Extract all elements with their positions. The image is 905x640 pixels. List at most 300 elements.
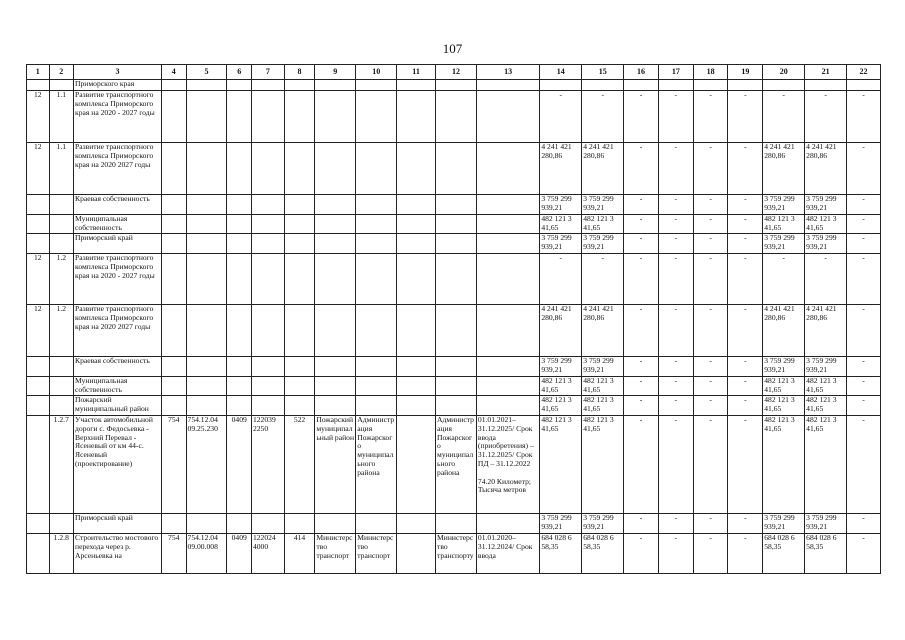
table-cell (161, 80, 186, 91)
table-cell: - (658, 416, 693, 514)
table-cell (397, 80, 436, 91)
column-header: 21 (805, 65, 847, 80)
table-cell (251, 514, 284, 534)
table-cell: Развитие транспортного комплекса Приморского края на 2020 - 2027 годы (74, 254, 162, 305)
table-cell (186, 234, 227, 254)
column-header: 9 (315, 65, 356, 80)
table-cell: Приморский край (74, 234, 162, 254)
table-cell: - (728, 357, 763, 377)
table-cell (27, 195, 50, 215)
table-cell: Пожарский муниципальный район (315, 416, 356, 514)
table-cell: 3 759 299 939,21 (763, 357, 805, 377)
table-cell (251, 305, 284, 357)
table-cell: - (847, 396, 881, 416)
table-cell (227, 234, 252, 254)
table-cell: - (693, 143, 728, 195)
table-row (27, 396, 881, 416)
table-cell: 482 121 3 41,65 (582, 396, 624, 416)
table-cell: - (658, 254, 693, 305)
table-cell: Муниципальная собственность (74, 377, 162, 396)
column-header: 19 (728, 65, 763, 80)
table-cell (251, 143, 284, 195)
table-cell: 482 121 3 41,65 (540, 377, 582, 396)
table-row (27, 514, 881, 534)
table-cell: 3 759 299 939,21 (805, 357, 847, 377)
table-cell: - (693, 91, 728, 143)
table-cell (186, 215, 227, 234)
table-cell: 482 121 3 41,65 (540, 215, 582, 234)
table-cell (27, 416, 50, 514)
table-cell: 3 759 299 939,21 (582, 514, 624, 534)
table-cell (227, 254, 252, 305)
table-cell: 684 028 6 58,35 (540, 534, 582, 574)
table-cell (476, 514, 539, 534)
table-cell (436, 91, 477, 143)
table-cell (186, 80, 227, 91)
table-cell (397, 416, 436, 514)
table-cell (476, 357, 539, 377)
table-cell: 3 759 299 939,21 (540, 357, 582, 377)
column-header: 13 (476, 65, 539, 80)
table-cell (251, 80, 284, 91)
table-cell (49, 80, 74, 91)
table-cell: Администрация Пожарского муниципального района (436, 416, 477, 514)
table-cell (356, 91, 397, 143)
table-cell (251, 357, 284, 377)
table-cell: - (658, 143, 693, 195)
table-cell: - (582, 254, 624, 305)
column-header: 3 (74, 65, 162, 80)
table-cell: - (847, 234, 881, 254)
table-cell (49, 377, 74, 396)
table-cell (186, 357, 227, 377)
table-cell (49, 396, 74, 416)
table-row (27, 534, 881, 574)
table-cell (436, 254, 477, 305)
table-cell: - (540, 91, 582, 143)
table-cell (284, 514, 315, 534)
table-cell: - (728, 143, 763, 195)
table-cell (315, 143, 356, 195)
table-row (27, 143, 881, 195)
table-cell: 684 028 6 58,35 (805, 534, 847, 574)
table-cell (356, 143, 397, 195)
table-cell: - (658, 215, 693, 234)
table-cell: 122024 4000 (251, 534, 284, 574)
table-cell: 4 241 421 280,86 (805, 305, 847, 357)
table-cell (315, 254, 356, 305)
table-cell: - (728, 254, 763, 305)
table-cell: - (582, 91, 624, 143)
column-header: 22 (847, 65, 881, 80)
table-cell (436, 305, 477, 357)
table-row (27, 357, 881, 377)
table-cell (476, 195, 539, 215)
table-cell: Администрация Пожарского муниципального района (356, 416, 397, 514)
table-cell (397, 396, 436, 416)
table-cell: Развитие транспортного комплекса Приморского края на 2020 2027 годы (74, 305, 162, 357)
table-cell (315, 234, 356, 254)
table-header-row (27, 65, 881, 80)
column-header: 4 (161, 65, 186, 80)
table-cell: - (624, 195, 659, 215)
table-cell (476, 215, 539, 234)
table-cell: - (693, 305, 728, 357)
table-cell: 12 (27, 91, 50, 143)
table-cell: - (540, 254, 582, 305)
table-row (27, 305, 881, 357)
table-cell: 01.01.2021–31.12.2025/ Срок ввода (приобретения) – 31.12.2025/ Срок ПД – 31.12.2022 74.20 Километр; Тысяча метров (476, 416, 539, 514)
column-header: 7 (251, 65, 284, 80)
table-cell: - (693, 215, 728, 234)
table-cell (186, 143, 227, 195)
table-cell: 4 241 421 280,86 (805, 143, 847, 195)
table-cell: 482 121 3 41,65 (582, 416, 624, 514)
table-cell (356, 514, 397, 534)
table-cell: Приморского края (74, 80, 162, 91)
table-cell (397, 215, 436, 234)
table-cell (227, 215, 252, 234)
table-cell: - (805, 91, 847, 143)
table-cell: - (624, 534, 659, 574)
table-cell: - (728, 195, 763, 215)
table-cell (436, 195, 477, 215)
table-cell: - (728, 396, 763, 416)
table-cell: - (847, 534, 881, 574)
table-cell: 0409 (227, 534, 252, 574)
table-cell (356, 80, 397, 91)
table-cell: Краевая собственность (74, 195, 162, 215)
table-cell (161, 215, 186, 234)
table-cell: - (847, 143, 881, 195)
table-cell (356, 195, 397, 215)
table-cell (356, 357, 397, 377)
table-cell: Пожарский муниципальный район (74, 396, 162, 416)
table-cell (227, 91, 252, 143)
table-cell: 684 028 6 58,35 (763, 534, 805, 574)
table-cell: 3 759 299 939,21 (805, 234, 847, 254)
table-row (27, 91, 881, 143)
table-row (27, 254, 881, 305)
table-cell: Развитие транспортного комплекса Приморского края на 2020 2027 годы (74, 143, 162, 195)
table-cell: 482 121 3 41,65 (763, 416, 805, 514)
table-cell (227, 195, 252, 215)
table-cell (284, 80, 315, 91)
table-cell (397, 305, 436, 357)
table-cell: 1.2.8 (49, 534, 74, 574)
table-cell (284, 396, 315, 416)
table-cell: - (658, 91, 693, 143)
table-cell: 1.2.7 (49, 416, 74, 514)
table-cell: 482 121 3 41,65 (763, 377, 805, 396)
table-cell (847, 80, 881, 91)
table-cell (356, 254, 397, 305)
column-header: 6 (227, 65, 252, 80)
table-cell (397, 534, 436, 574)
table-cell: - (624, 377, 659, 396)
table-cell: 4 241 421 280,86 (763, 143, 805, 195)
table-cell: - (624, 396, 659, 416)
table-cell (161, 254, 186, 305)
table-cell (436, 396, 477, 416)
table-cell (284, 254, 315, 305)
table-cell (315, 514, 356, 534)
table-cell: - (624, 305, 659, 357)
table-cell (315, 305, 356, 357)
table-cell (251, 377, 284, 396)
table-cell (356, 305, 397, 357)
table-cell: - (658, 514, 693, 534)
table-cell: - (847, 305, 881, 357)
table-cell (436, 215, 477, 234)
table-cell (397, 91, 436, 143)
table-cell (161, 143, 186, 195)
table-cell: 12 (27, 143, 50, 195)
table-cell: - (693, 534, 728, 574)
table-cell: 3 759 299 939,21 (582, 234, 624, 254)
table-cell: 754.12.04 09.00.008 (186, 534, 227, 574)
column-header: 18 (693, 65, 728, 80)
table-cell: - (624, 215, 659, 234)
table-cell (186, 195, 227, 215)
table-cell (186, 254, 227, 305)
table-cell: - (728, 416, 763, 514)
table-cell: 12 (27, 254, 50, 305)
table-cell (284, 377, 315, 396)
table-cell (49, 195, 74, 215)
table-cell (251, 91, 284, 143)
table-cell: 3 759 299 939,21 (805, 195, 847, 215)
table-cell (251, 234, 284, 254)
table-cell (624, 80, 659, 91)
table-cell: - (728, 234, 763, 254)
table-cell (186, 91, 227, 143)
table-cell (161, 514, 186, 534)
table-cell (161, 305, 186, 357)
table-cell (186, 396, 227, 416)
table-cell: - (693, 396, 728, 416)
table-cell (27, 534, 50, 574)
table-cell (49, 234, 74, 254)
table-cell (284, 215, 315, 234)
table-cell: - (847, 91, 881, 143)
column-header: 5 (186, 65, 227, 80)
table-cell (436, 514, 477, 534)
column-header: 17 (658, 65, 693, 80)
table-cell: 4 241 421 280,86 (582, 143, 624, 195)
table-cell: Развитие транспортного комплекса Приморского края на 2020 - 2027 годы (74, 91, 162, 143)
column-header: 2 (49, 65, 74, 80)
table-row (27, 234, 881, 254)
table-cell (27, 215, 50, 234)
table-cell (540, 80, 582, 91)
table-cell (49, 357, 74, 377)
table-cell: 482 121 3 41,65 (805, 215, 847, 234)
table-cell (397, 195, 436, 215)
table-row (27, 416, 881, 514)
table-cell (186, 377, 227, 396)
table-cell (476, 234, 539, 254)
table-cell (161, 91, 186, 143)
table-cell (476, 254, 539, 305)
table-cell: Министерство транспорт (356, 534, 397, 574)
table-cell: 4 241 421 280,86 (763, 305, 805, 357)
table-cell (315, 396, 356, 416)
table-cell (284, 305, 315, 357)
table-cell: 482 121 3 41,65 (763, 396, 805, 416)
table-row (27, 195, 881, 215)
table-cell: Муниципальная собственность (74, 215, 162, 234)
table-cell: 482 121 3 41,65 (805, 377, 847, 396)
table-cell (49, 215, 74, 234)
table-cell (49, 514, 74, 534)
table-cell (251, 215, 284, 234)
table-cell (284, 91, 315, 143)
table-cell (436, 143, 477, 195)
table-cell (356, 396, 397, 416)
table-cell (397, 254, 436, 305)
page-number: 107 (442, 41, 463, 56)
table-cell: 754 (161, 534, 186, 574)
table-cell: - (693, 416, 728, 514)
table-cell: - (728, 91, 763, 143)
table-cell: - (693, 195, 728, 215)
table-cell (227, 143, 252, 195)
table-cell (161, 357, 186, 377)
table-cell: Строительство мостового перехода через р. Арсеньевка на (74, 534, 162, 574)
table-cell (284, 234, 315, 254)
table-cell: - (847, 357, 881, 377)
table-cell (397, 234, 436, 254)
table-cell: 3 759 299 939,21 (582, 357, 624, 377)
table-cell: - (847, 514, 881, 534)
table-cell: 1.1 (49, 91, 74, 143)
table-cell (693, 80, 728, 91)
table-cell: 1.1 (49, 143, 74, 195)
table-cell (397, 357, 436, 377)
column-header: 16 (624, 65, 659, 80)
table-cell: - (728, 377, 763, 396)
table-cell: - (728, 305, 763, 357)
table-cell: Участок автомобильной дороги с. Федосьевка - Верхний Перевал - Ясеневый от км 44-с. Ясеневый (проектирование) (74, 416, 162, 514)
table-cell: 482 121 3 41,65 (582, 215, 624, 234)
table-cell (27, 396, 50, 416)
table-cell (161, 396, 186, 416)
table-cell (27, 80, 50, 91)
table-cell: - (847, 377, 881, 396)
table-cell (227, 514, 252, 534)
column-header: 11 (397, 65, 436, 80)
table-cell: 482 121 3 41,65 (540, 416, 582, 514)
table-cell (315, 80, 356, 91)
table-cell: 522 (284, 416, 315, 514)
table-cell (476, 143, 539, 195)
table-cell (27, 377, 50, 396)
table-cell: Приморский край (74, 514, 162, 534)
register-table (26, 64, 881, 574)
table-cell: - (658, 377, 693, 396)
table-cell (315, 357, 356, 377)
table-cell (227, 396, 252, 416)
table-cell (763, 80, 805, 91)
table-cell (186, 514, 227, 534)
table-cell (476, 305, 539, 357)
column-header: 15 (582, 65, 624, 80)
table-cell (476, 80, 539, 91)
table-cell (315, 91, 356, 143)
table-cell (582, 80, 624, 91)
table-row (27, 80, 881, 91)
table-cell: 4 241 421 280,86 (582, 305, 624, 357)
table-cell: 4 241 421 280,86 (540, 305, 582, 357)
table-cell (315, 215, 356, 234)
table-cell (227, 305, 252, 357)
table-cell (284, 195, 315, 215)
table-cell: 482 121 3 41,65 (582, 377, 624, 396)
table-cell: 01.01.2020–31.12.2024/ Срок ввода (476, 534, 539, 574)
table-cell (728, 80, 763, 91)
table-row (27, 215, 881, 234)
table-cell (161, 377, 186, 396)
table-cell: Министерство транспорту (436, 534, 477, 574)
table-cell: 3 759 299 939,21 (763, 514, 805, 534)
table-cell: 754.12.04 09.25.230 (186, 416, 227, 514)
table-cell (251, 254, 284, 305)
table-cell: - (728, 215, 763, 234)
table-cell: 3 759 299 939,21 (805, 514, 847, 534)
column-header: 1 (27, 65, 50, 80)
table-cell (658, 80, 693, 91)
table-cell: 12 (27, 305, 50, 357)
table-cell: 1.2 (49, 254, 74, 305)
table-cell: 4 241 421 280,86 (540, 143, 582, 195)
table-cell (161, 234, 186, 254)
table-cell (436, 357, 477, 377)
table-cell: - (658, 305, 693, 357)
table-row (27, 377, 881, 396)
table-cell: 3 759 299 939,21 (540, 234, 582, 254)
table-cell: - (847, 195, 881, 215)
table-cell (436, 234, 477, 254)
table-cell: - (658, 396, 693, 416)
table-cell: - (693, 377, 728, 396)
table-cell: - (624, 143, 659, 195)
table-cell (356, 234, 397, 254)
table-cell (186, 305, 227, 357)
table-cell: 3 759 299 939,21 (763, 195, 805, 215)
table-cell: 482 121 3 41,65 (805, 396, 847, 416)
table-cell (251, 195, 284, 215)
table-cell: - (763, 254, 805, 305)
table-cell: - (624, 357, 659, 377)
table-cell (284, 143, 315, 195)
table-cell: 3 759 299 939,21 (540, 195, 582, 215)
table-cell (397, 514, 436, 534)
table-cell: - (658, 534, 693, 574)
table-cell: - (763, 91, 805, 143)
column-header: 8 (284, 65, 315, 80)
table-cell: 0409 (227, 416, 252, 514)
table-cell (161, 195, 186, 215)
table-cell: - (693, 254, 728, 305)
table-cell (315, 195, 356, 215)
column-header: 14 (540, 65, 582, 80)
table-cell (27, 357, 50, 377)
table-cell: 1.2 (49, 305, 74, 357)
table-cell (356, 377, 397, 396)
column-header: 20 (763, 65, 805, 80)
table-cell (27, 234, 50, 254)
